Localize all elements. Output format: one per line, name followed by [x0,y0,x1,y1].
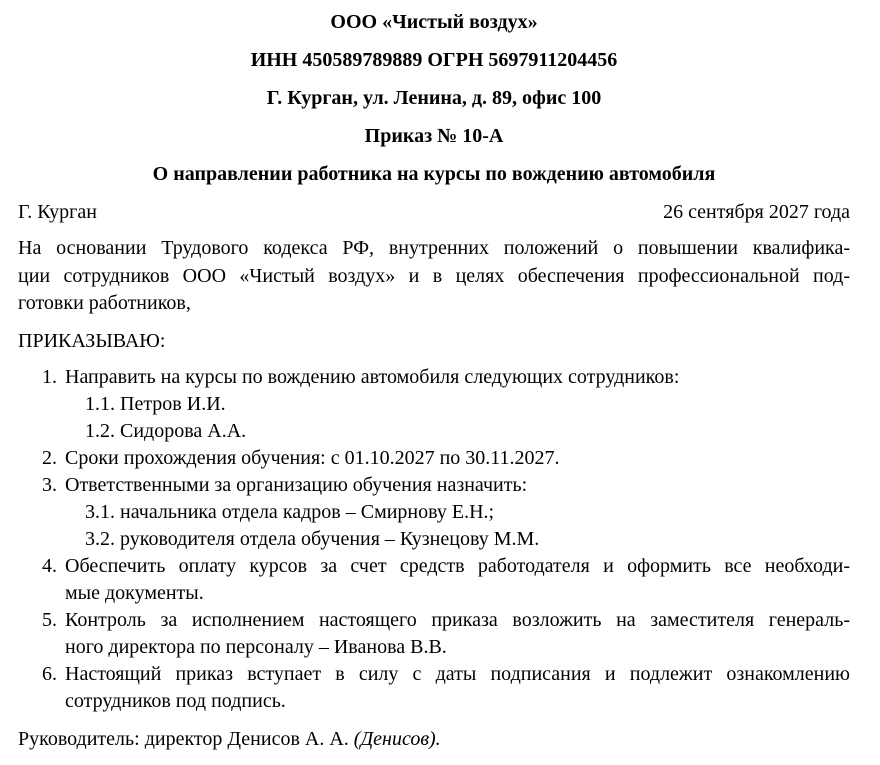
order-item-number: 4. [42,555,57,577]
header-line-3: Г. Курган, ул. Ленина, д. 89, офис 100 [266,87,602,109]
signature-text: Руководитель: директор Денисов А. А. [18,728,354,750]
order-item-line: сотрудников под подпись. [65,690,286,712]
order-item [42,607,850,661]
order-subitem [65,499,850,526]
intro-paragraph [18,235,850,318]
order-subitem [65,526,850,553]
order-item-number: 5. [42,609,57,631]
order-subitem [65,418,850,445]
order-item [42,472,850,499]
signature-line [18,726,850,753]
header-line-5: О направлении работника на курсы по вождению автомобиля [152,163,716,185]
order-subitem-line: 3.1. начальника отдела кадров – Смирнову Е.Н.; [85,501,495,523]
intro-line: На основании Трудового кодекса РФ, внутренних положений о повышении квалифика- [18,237,850,259]
header-line-2: ИНН 450589789889 ОГРН 5697911204456 [250,49,618,71]
document-date: 26 сентября 2027 года [663,201,850,223]
order-item-number: 6. [42,663,57,685]
order-subitem-line: 1.1. Петров И.И. [85,393,226,415]
document-header [18,8,850,188]
header-line-1: ООО «Чистый воздух» [330,11,538,33]
order-item-number: 3. [42,474,57,496]
order-item-number: 1. [42,366,57,388]
order-item-line: мые документы. [65,582,204,604]
signature-name-italic: (Денисов). [353,728,441,750]
order-subitem-line: 3.2. руководителя отдела обучения – Кузнецову М.М. [85,528,540,550]
order-subitem-line: 1.2. Сидорова А.А. [85,420,247,442]
order-item-number: 2. [42,447,57,469]
order-item-line: 6. Настоящий приказ вступает в силу с даты подписания и подлежит ознакомлению [65,661,850,688]
order-item [42,661,850,715]
header-line-4: Приказ № 10-А [364,125,504,147]
order-item-line: 5. Контроль за исполнением настоящего приказа возложить на заместителя генераль- [65,607,850,634]
document-place: Г. Курган [18,201,97,223]
order-item [42,553,850,607]
order-item-line: ного директора по персоналу – Иванова В.В. [65,636,447,658]
directive-label: ПРИКАЗЫВАЮ: [18,329,166,352]
order-item [42,364,850,391]
order-subitem [65,391,850,418]
order-item-line: 2. Сроки прохождения обучения: с 01.10.2027 по 30.11.2027. [65,445,850,472]
order-item-line: 4. Обеспечить оплату курсов за счет средств работодателя и оформить все необходи- [65,553,850,580]
intro-line: ции сотрудников ООО «Чистый воздух» и в целях обеспечения профессиональной под- [18,264,850,287]
order-item-line: 3. Ответственными за организацию обучения назначить: [65,472,850,499]
order-list [18,364,850,715]
place-date-row [18,198,850,226]
order-item-line: 1. Направить на курсы по вождению автомобиля следующих сотрудников: [65,364,850,391]
intro-line: готовки работников, [18,292,191,314]
order-item [42,445,850,472]
